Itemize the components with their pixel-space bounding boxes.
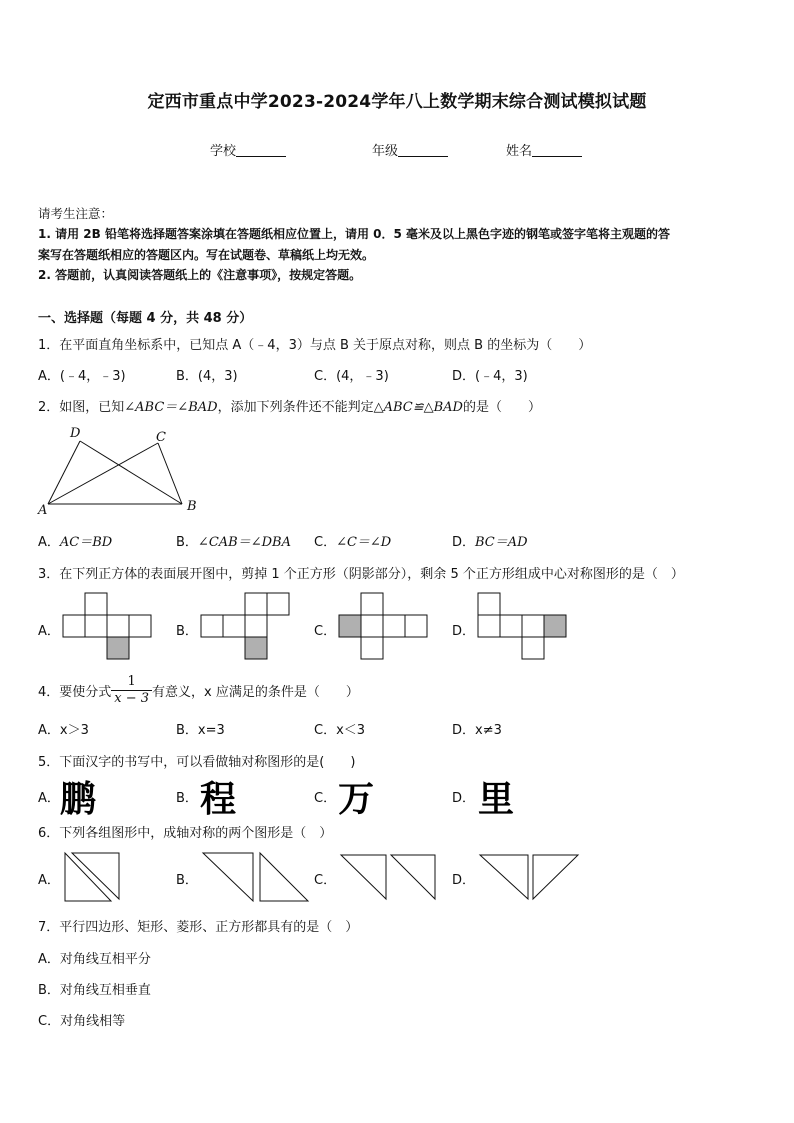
q2-option-d-label: D． [452, 535, 476, 550]
q5-stem: 5．下面汉字的书写中，可以看做轴对称图形的是( ) [38, 755, 356, 770]
notice-line-2: 2. 答题前，认真阅读答题纸上的《注意事项》，按规定答题。 [38, 268, 362, 282]
q4-option-b: B．x=3 [176, 723, 225, 738]
q6-option-a: A． [38, 873, 60, 888]
q4-fraction-numerator: 1 [111, 674, 152, 691]
q2-option-b-label: B． [176, 535, 198, 550]
q2-stem-prefix: 2．如图，已知 [38, 400, 125, 415]
q1-stem: 1．在平面直角坐标系中，已知点 A（﹣4，3）与点 B 关于原点对称，则点 B 的坐标为（ ） [38, 338, 592, 353]
q4-option-a: A．x＞3 [38, 723, 89, 738]
q5-option-a-label: A． [38, 791, 60, 806]
q3-stem: 3．在下列正方体的表面展开图中，剪掉 1 个正方形（阴影部分），剩余 5 个正方形组成中心对称图形的是（ ） [38, 567, 684, 582]
q4-stem-prefix: 4．要使分式 [38, 684, 112, 700]
q3-option-d: D． [452, 624, 476, 639]
q7-option-c: C．对角线相等 [38, 1014, 126, 1029]
q5-option-c-label: C． [314, 791, 337, 806]
q6-c-triangle-left [341, 855, 386, 899]
q2-stem-condition: ∠ABC＝∠BAD [124, 400, 218, 415]
q5-option-d-char: 里 [478, 779, 515, 820]
q6-option-b: B． [176, 873, 198, 888]
notice-heading: 请考生注意： [38, 206, 114, 221]
q5-option-b-char: 程 [200, 779, 237, 820]
notice-line-1a: 1. 请用 2B 铅笔将选择题答案涂填在答题纸相应位置上，请用 0．5 毫米及以上黑色字迹的钢笔或签字笔将主观题的答 [38, 227, 670, 241]
q1-option-d: D．(﹣4，3) [452, 369, 528, 384]
q6-a-triangle-left [65, 853, 111, 901]
q5-option-c-char: 万 [338, 779, 375, 820]
q2-option-d-value: BC＝AD [475, 535, 528, 550]
grade-label: 年级 [372, 144, 399, 159]
q6-c-triangle-right [391, 855, 435, 899]
q6-d-triangle-left [480, 855, 528, 899]
q5-option-d-label: D． [452, 791, 476, 806]
q6-a-triangle-right [72, 853, 119, 899]
q7-stem: 7．平行四边形、矩形、菱形、正方形都具有的是（ ） [38, 920, 359, 935]
q1-option-b: B．(4，3) [176, 369, 238, 384]
q2-stem-triangles: △ABC≌△BAD [373, 400, 463, 415]
q5-option-b-label: B． [176, 791, 198, 806]
name-label: 姓名 [506, 144, 533, 159]
q5-option-a-char: 鹏 [60, 779, 97, 820]
q3-option-b: B． [176, 624, 198, 639]
q6-d-triangle-right [533, 855, 578, 899]
q3-option-a: A． [38, 624, 60, 639]
q6-b-triangle-left [203, 853, 253, 901]
q2-option-a-value: AC＝BD [59, 535, 113, 550]
q2-stem-suffix: 的是（ ） [462, 400, 541, 415]
q3-option-c: C． [314, 624, 337, 639]
q4-option-d: D．x≠3 [452, 723, 502, 738]
q2-label-d: D [70, 426, 81, 441]
school-label: 学校 [210, 144, 237, 159]
q6-stem: 6．下列各组图形中，成轴对称的两个图形是（ ） [38, 826, 333, 841]
q7-option-b: B．对角线互相垂直 [38, 983, 151, 998]
q2-option-c-value: ∠C＝∠D [336, 535, 392, 550]
q4-option-c: C．x＜3 [314, 723, 366, 738]
q2-label-c: C [156, 430, 166, 445]
q2-option-c-label: C． [314, 535, 337, 550]
q2-stem-mid: ，添加下列条件还不能判定 [217, 400, 374, 415]
q1-option-a: A．(﹣4，﹣3) [38, 369, 126, 384]
q7-option-a: A．对角线互相平分 [38, 952, 151, 967]
notice-line-1b: 案写在答题纸相应的答题区内。写在试题卷、草稿纸上均无效。 [38, 248, 375, 262]
section-heading: 一、选择题（每题 4 分，共 48 分） [38, 311, 253, 326]
q6-option-d: D． [452, 873, 476, 888]
q4-fraction-denominator: x − 3 [114, 690, 150, 706]
q6-option-c: C． [314, 873, 337, 888]
q2-option-b-value: ∠CAB＝∠DBA [197, 535, 291, 550]
q1-option-c: C．(4，﹣3) [314, 369, 389, 384]
page-title: 定西市重点中学2023-2024学年八上数学期末综合测试模拟试题 [147, 92, 647, 112]
q2-option-a-label: A． [38, 535, 60, 550]
q4-stem-suffix: 有意义，x 应满足的条件是（ ） [152, 684, 359, 700]
q2-label-a: A [38, 503, 48, 518]
q2-label-b: B [187, 499, 197, 514]
q6-b-triangle-right [260, 853, 308, 901]
